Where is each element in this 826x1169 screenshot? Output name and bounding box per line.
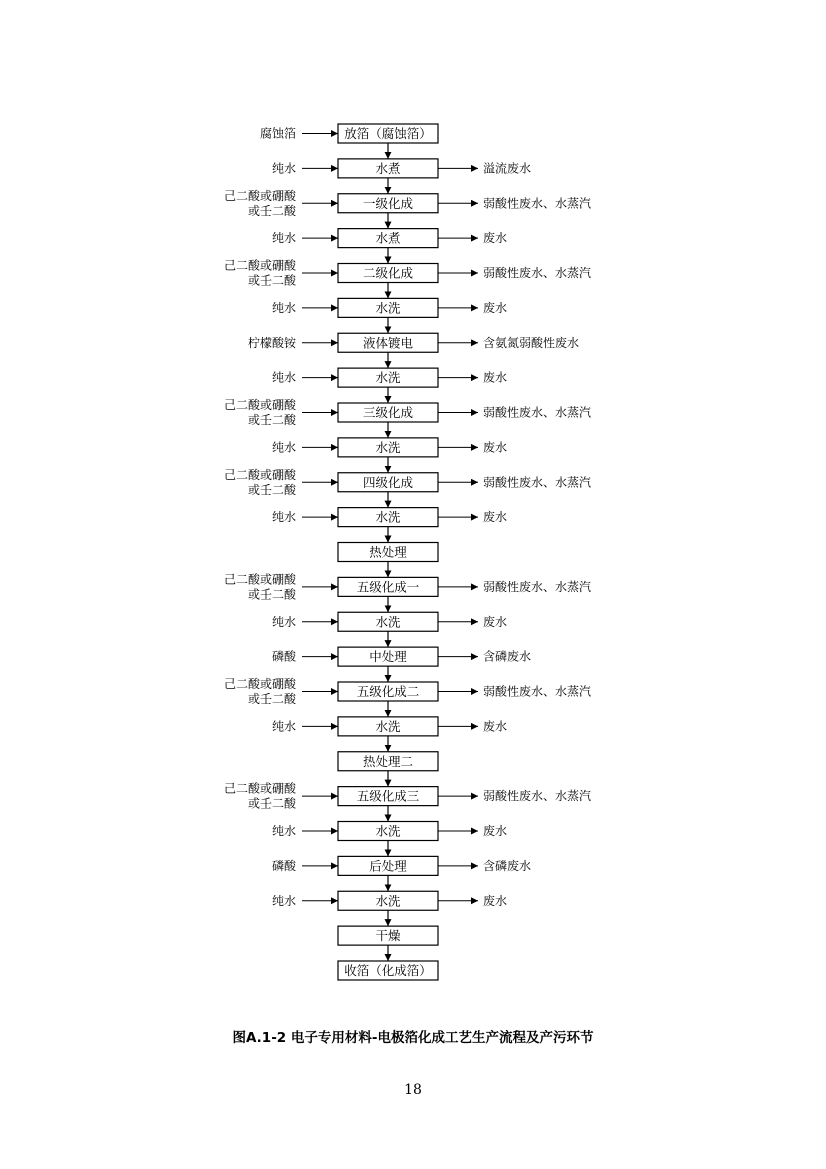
output-label: 弱酸性废水、水蒸汽	[483, 405, 592, 420]
step-label: 中处理	[369, 649, 407, 665]
input-label: 纯水	[271, 510, 296, 525]
step-label: 五级化成三	[356, 788, 420, 804]
step-label: 液体镀电	[362, 335, 414, 351]
process-step	[338, 473, 438, 492]
output-label: 弱酸性废水、水蒸汽	[483, 475, 592, 490]
process-step	[338, 298, 438, 317]
input-label: 或壬二酸	[247, 587, 296, 602]
output-label: 含氨氮弱酸性废水	[483, 335, 580, 350]
step-label: 水煮	[375, 160, 401, 176]
step-label: 干燥	[375, 928, 401, 944]
process-step	[338, 403, 438, 422]
output-label: 废水	[483, 614, 508, 629]
step-label: 二级化成	[362, 265, 414, 281]
input-label: 纯水	[271, 231, 296, 246]
step-label: 四级化成	[362, 474, 414, 490]
output-label: 废水	[483, 510, 508, 525]
output-label: 弱酸性废水、水蒸汽	[483, 266, 592, 280]
process-step	[338, 891, 438, 910]
output-label: 弱酸性废水、水蒸汽	[483, 196, 592, 211]
process-step	[338, 159, 438, 178]
process-step	[338, 508, 438, 527]
input-label: 己二酸或硼酸	[223, 188, 296, 203]
process-step	[338, 926, 438, 945]
process-step	[338, 961, 438, 980]
input-label: 或壬二酸	[247, 203, 296, 218]
output-label: 废水	[483, 824, 508, 838]
input-label: 纯水	[271, 824, 296, 838]
input-label: 磷酸	[271, 649, 296, 664]
input-label: 己二酸或硼酸	[223, 781, 296, 796]
process-step	[338, 438, 438, 457]
process-step	[338, 822, 438, 841]
input-label: 或壬二酸	[247, 273, 296, 288]
input-label: 纯水	[271, 161, 296, 176]
step-label: 水洗	[375, 300, 401, 316]
input-label: 己二酸或硼酸	[223, 572, 296, 587]
output-label: 溢流废水	[483, 161, 532, 176]
page-number: 18	[404, 1082, 422, 1098]
step-label: 热处理二	[362, 753, 414, 769]
process-step	[338, 647, 438, 666]
step-label: 放箔（腐蚀箔）	[344, 126, 432, 141]
process-step	[338, 717, 438, 736]
input-label: 或壬二酸	[247, 413, 296, 427]
step-label: 水洗	[375, 509, 401, 525]
input-label: 柠檬酸铵	[247, 335, 296, 350]
process-step	[338, 543, 438, 562]
process-step	[338, 577, 438, 596]
output-label: 废水	[483, 370, 508, 385]
input-label: 纯水	[271, 614, 296, 629]
step-label: 五级化成二	[356, 684, 420, 699]
process-step	[338, 368, 438, 387]
output-label: 废水	[483, 719, 508, 734]
input-label: 己二酸或硼酸	[223, 398, 296, 412]
output-label: 含磷废水	[483, 858, 532, 873]
step-label: 水洗	[375, 370, 401, 386]
step-label: 三级化成	[362, 405, 414, 420]
input-label: 腐蚀箔	[259, 126, 296, 141]
figure-caption: 图A.1-2 电子专用材料-电极箔化成工艺生产流程及产污环节	[232, 1030, 594, 1046]
process-step	[338, 229, 438, 248]
output-label: 废水	[483, 893, 508, 908]
process-step	[338, 194, 438, 213]
step-label: 水洗	[375, 439, 401, 455]
input-label: 纯水	[271, 893, 296, 908]
step-label: 水煮	[375, 230, 401, 246]
process-step	[338, 752, 438, 771]
process-step	[338, 264, 438, 283]
output-label: 弱酸性废水、水蒸汽	[483, 684, 592, 699]
input-label: 纯水	[271, 370, 296, 385]
process-step	[338, 333, 438, 352]
step-label: 后处理	[369, 858, 407, 874]
input-label: 己二酸或硼酸	[223, 677, 296, 691]
step-label: 收箔（化成箔）	[344, 963, 432, 978]
step-label: 水洗	[375, 893, 401, 909]
step-label: 热处理	[369, 544, 407, 560]
input-label: 纯水	[271, 300, 296, 315]
output-label: 含磷废水	[483, 649, 532, 664]
step-label: 水洗	[375, 614, 401, 630]
output-label: 弱酸性废水、水蒸汽	[483, 579, 592, 594]
output-label: 废水	[483, 300, 508, 315]
input-label: 或壬二酸	[247, 796, 296, 811]
process-step	[338, 682, 438, 701]
input-label: 己二酸或硼酸	[223, 467, 296, 482]
input-label: 或壬二酸	[247, 692, 296, 706]
input-label: 纯水	[271, 440, 296, 455]
output-label: 弱酸性废水、水蒸汽	[483, 789, 592, 804]
step-label: 五级化成一	[356, 579, 420, 595]
output-label: 废水	[483, 440, 508, 455]
process-step	[338, 612, 438, 631]
step-label: 一级化成	[362, 195, 414, 211]
input-label: 己二酸或硼酸	[223, 258, 296, 273]
step-label: 水洗	[375, 823, 401, 839]
output-label: 废水	[483, 231, 508, 246]
process-step	[338, 124, 438, 143]
step-label: 水洗	[375, 718, 401, 734]
input-label: 磷酸	[271, 858, 296, 873]
input-label: 或壬二酸	[247, 482, 296, 497]
process-step	[338, 856, 438, 875]
input-label: 纯水	[271, 719, 296, 734]
process-step	[338, 787, 438, 806]
